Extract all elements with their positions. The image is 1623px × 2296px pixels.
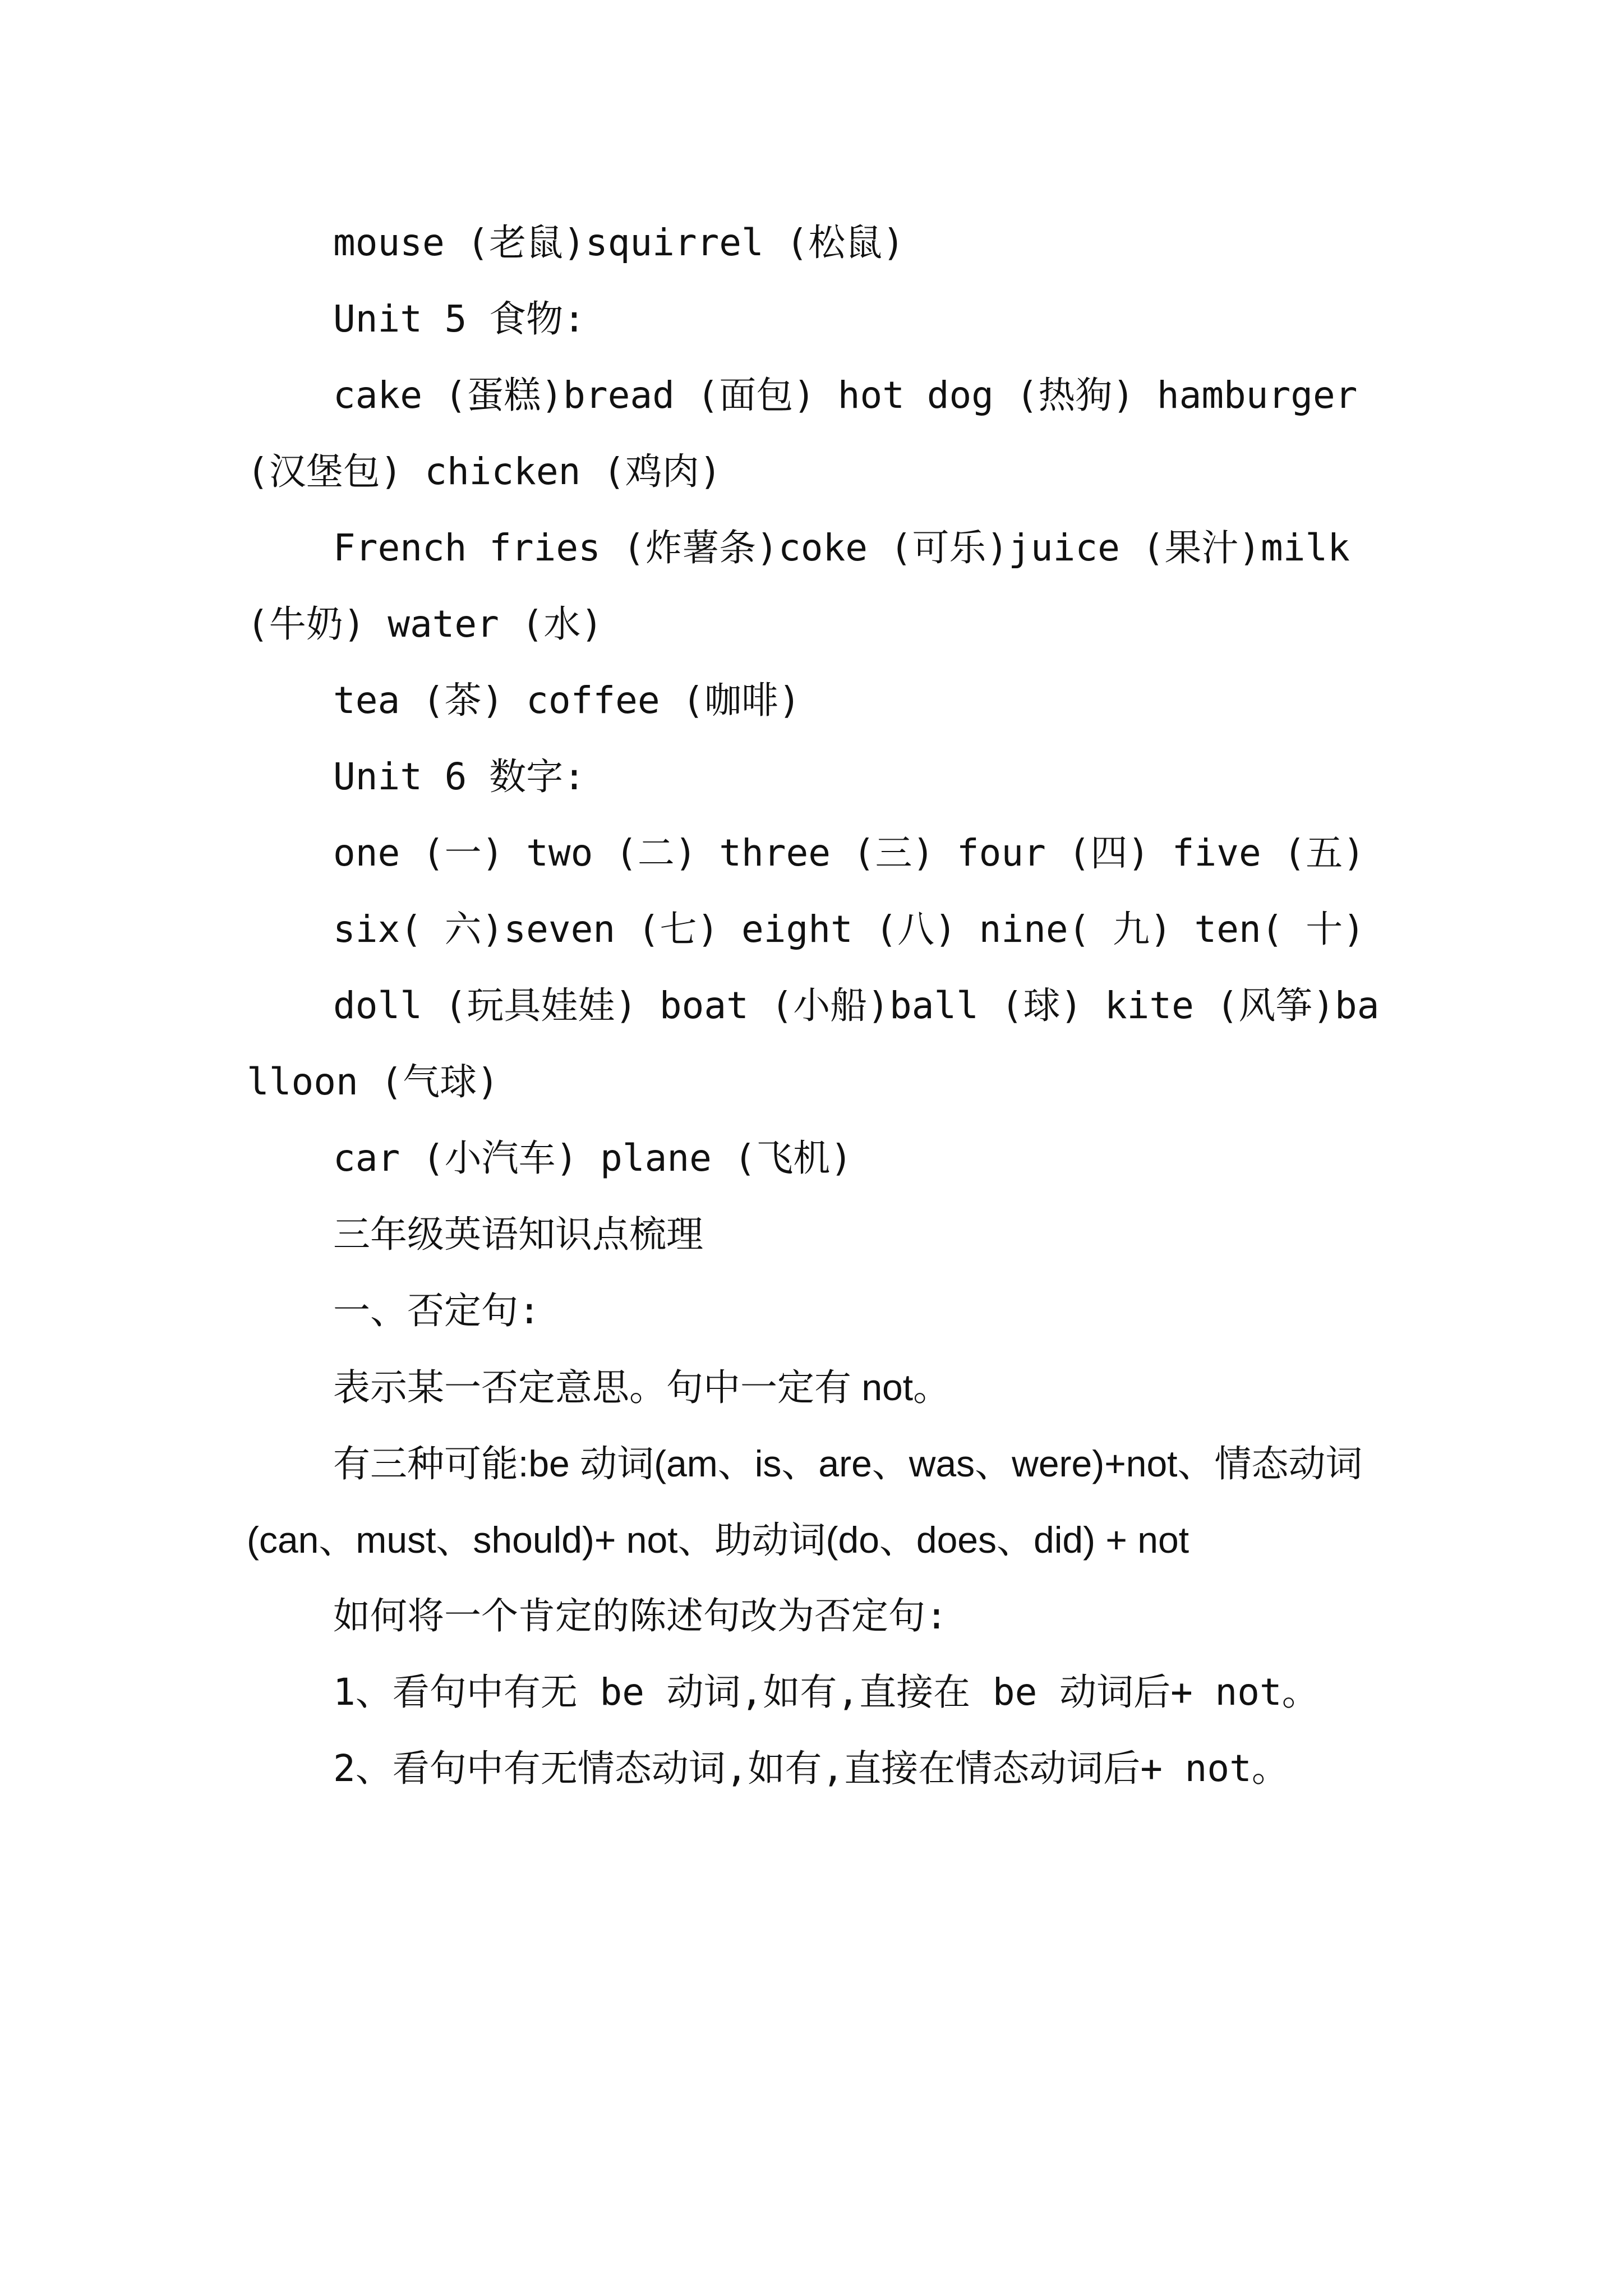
paragraph: mouse (老鼠)squirrel (松鼠) (333, 221, 905, 264)
paragraph: 2、看句中有无情态动词,如有,直接在情态动词后+ not。 (333, 1747, 1289, 1790)
paragraph: cake (蛋糕)bread (面包) hot dog (热狗) hamburger (汉堡包) chicken (鸡肉) (247, 374, 1358, 493)
paragraph: six( 六)seven (七) eight (八) nine( 九) ten( 十) (333, 908, 1365, 951)
paragraph: Unit 6 数字: (333, 755, 585, 798)
paragraph: 如何将一个肯定的陈述句改为否定句: (333, 1594, 948, 1637)
paragraph: Unit 5 食物: (333, 297, 585, 341)
paragraph: 1、看句中有无 be 动词,如有,直接在 be 动词后+ not。 (333, 1671, 1319, 1714)
paragraph: French fries (炸薯条)coke (可乐)juice (果汁)milk (牛奶) water (水) (247, 526, 1350, 646)
section-heading: 三年级英语知识点梳理 (333, 1213, 703, 1256)
paragraph: tea (茶) coffee (咖啡) (333, 679, 801, 722)
paragraph: car (小汽车) plane (飞机) (333, 1137, 853, 1180)
paragraph: one (一) two (二) three (三) four (四) five (五) (333, 831, 1365, 875)
paragraph: 表示某一否定意思。句中一定有 not。 (333, 1366, 951, 1408)
paragraph: 有三种可能:be 动词(am、is、are、was、were)+not、情态动词(can、must、should)+ not、助动词(do、does、did) + not (247, 1443, 1363, 1561)
section-heading: 一、否定句: (333, 1289, 541, 1332)
document-body (247, 205, 1385, 1807)
paragraph: doll (玩具娃娃) boat (小船)ball (球) kite (风筝)balloon (气球) (247, 984, 1380, 1103)
